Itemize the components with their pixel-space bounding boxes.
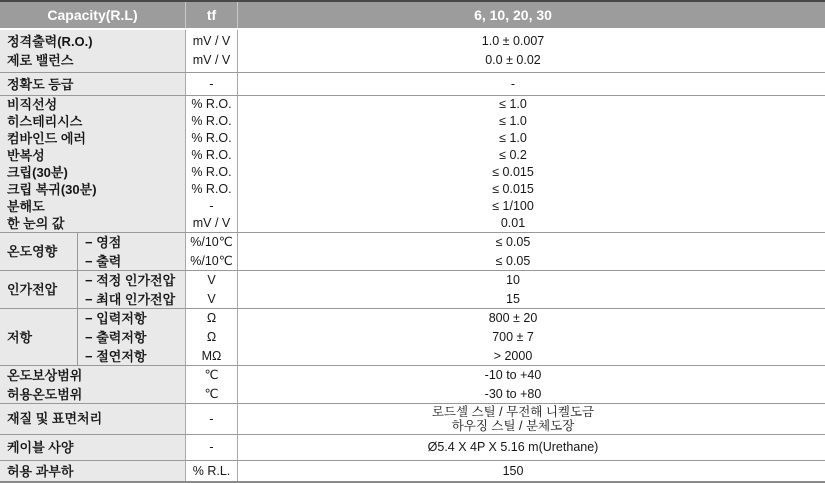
spec-values bbox=[238, 404, 825, 434]
spec-value: 150 bbox=[502, 463, 524, 478]
spec-value: 1.0 ± 0.007 bbox=[481, 34, 545, 48]
spec-label: − 출력 bbox=[85, 253, 122, 269]
spec-unit: ℃ bbox=[204, 386, 219, 401]
spec-values bbox=[238, 366, 825, 403]
spec-label: 분해도 bbox=[7, 199, 45, 214]
spec-unit: % R.O. bbox=[191, 165, 232, 179]
header-capacity: Capacity(R.L) bbox=[47, 7, 138, 23]
spec-unit: %/10℃ bbox=[190, 253, 233, 268]
spec-value: ≤ 0.015 bbox=[492, 165, 534, 179]
spec-unit: mV / V bbox=[192, 53, 231, 67]
spec-unit: V bbox=[207, 272, 216, 287]
spec-value: 15 bbox=[506, 291, 520, 306]
spec-label: − 입력저항 bbox=[85, 310, 147, 326]
spec-block-performance bbox=[0, 95, 825, 232]
spec-unit: % R.O. bbox=[191, 114, 232, 128]
spec-unit: - bbox=[209, 199, 214, 213]
spec-values bbox=[238, 435, 825, 460]
spec-labels bbox=[0, 435, 185, 460]
spec-value: ≤ 0.2 bbox=[499, 148, 527, 162]
spec-label: 비직선성 bbox=[7, 97, 58, 112]
spec-group bbox=[0, 309, 77, 365]
spec-unit: % R.O. bbox=[191, 97, 232, 111]
spec-value: ≤ 0.015 bbox=[492, 182, 534, 196]
spec-block-temperature-range bbox=[0, 365, 825, 403]
spec-units bbox=[185, 309, 238, 365]
spec-labels bbox=[0, 30, 185, 72]
spec-labels bbox=[0, 96, 185, 232]
spec-labels bbox=[0, 404, 185, 434]
spec-units bbox=[185, 366, 238, 403]
spec-unit: V bbox=[207, 291, 216, 306]
spec-values bbox=[238, 73, 825, 95]
spec-label: − 적정 인가전압 bbox=[85, 272, 176, 288]
spec-label: 온도보상범위 bbox=[7, 367, 83, 383]
spec-label: − 출력저항 bbox=[85, 329, 147, 345]
spec-block-resistance bbox=[0, 308, 825, 365]
spec-unit: % R.L. bbox=[192, 463, 231, 478]
spec-label: − 영점 bbox=[85, 234, 122, 250]
spec-unit: % R.O. bbox=[191, 148, 232, 162]
spec-block-rated-output bbox=[0, 30, 825, 72]
spec-value: 800 ± 20 bbox=[488, 310, 538, 325]
spec-value: 0.01 bbox=[500, 216, 526, 230]
spec-units bbox=[185, 435, 238, 460]
spec-unit: % R.O. bbox=[191, 131, 232, 145]
spec-label: 허용온도범위 bbox=[7, 386, 83, 402]
spec-sublabels bbox=[77, 271, 185, 308]
spec-block-excitation-voltage bbox=[0, 270, 825, 308]
spec-labels bbox=[0, 366, 185, 403]
spec-value: ≤ 1.0 bbox=[499, 97, 527, 111]
spec-value: > 2000 bbox=[493, 348, 533, 363]
spec-units bbox=[185, 96, 238, 232]
spec-unit: Ω bbox=[206, 310, 217, 325]
spec-label: 제로 밸런스 bbox=[7, 53, 74, 68]
spec-label: 허용 과부하 bbox=[7, 463, 74, 479]
spec-value: 하우징 스틸 / 분체도장 bbox=[451, 419, 575, 433]
spec-unit: ℃ bbox=[204, 367, 219, 382]
spec-label: 컴바인드 에러 bbox=[7, 131, 86, 146]
spec-label: − 최대 인가전압 bbox=[85, 291, 176, 307]
spec-value: ≤ 1/100 bbox=[492, 199, 534, 213]
spec-unit: % R.O. bbox=[191, 182, 232, 196]
spec-value: ≤ 1.0 bbox=[499, 114, 527, 128]
spec-values bbox=[238, 233, 825, 270]
spec-label: − 절연저항 bbox=[85, 348, 147, 364]
spec-values bbox=[238, 461, 825, 481]
spec-value: 0.0 ± 0.02 bbox=[485, 53, 541, 67]
spec-value: Ø5.4 X 4P X 5.16 m(Urethane) bbox=[427, 440, 599, 454]
spec-values bbox=[238, 309, 825, 365]
spec-value: 700 ± 7 bbox=[492, 329, 534, 344]
spec-unit: - bbox=[209, 412, 214, 426]
spec-value: - bbox=[510, 76, 516, 91]
spec-label: 케이블 사양 bbox=[7, 440, 74, 455]
spec-value: 로드셀 스틸 / 무전해 니켈도금 bbox=[431, 405, 595, 419]
spec-sublabels bbox=[77, 309, 185, 365]
spec-values bbox=[238, 96, 825, 232]
spec-unit: %/10℃ bbox=[190, 234, 233, 249]
spec-label: 히스테리시스 bbox=[7, 114, 83, 129]
spec-units bbox=[185, 233, 238, 270]
spec-unit: Ω bbox=[206, 329, 217, 344]
spec-block-overload bbox=[0, 460, 825, 481]
spec-units bbox=[185, 461, 238, 481]
spec-block-material bbox=[0, 403, 825, 434]
spec-values bbox=[238, 30, 825, 72]
table-header bbox=[0, 2, 825, 28]
spec-group bbox=[0, 233, 77, 270]
spec-value: 10 bbox=[506, 272, 520, 287]
spec-label: 크립 복귀(30분) bbox=[7, 182, 97, 197]
spec-value: -30 to +80 bbox=[484, 386, 542, 401]
spec-unit: mV / V bbox=[192, 34, 231, 48]
spec-units bbox=[185, 404, 238, 434]
header-unit: tf bbox=[185, 2, 238, 28]
spec-units bbox=[185, 30, 238, 72]
spec-value: ≤ 0.05 bbox=[495, 234, 531, 249]
spec-value: ≤ 1.0 bbox=[499, 131, 527, 145]
spec-values bbox=[238, 271, 825, 308]
spec-sublabels bbox=[77, 233, 185, 270]
spec-label: 크립(30분) bbox=[7, 165, 68, 180]
spec-label: 한 눈의 값 bbox=[7, 216, 65, 231]
spec-units bbox=[185, 73, 238, 95]
spec-unit: - bbox=[209, 76, 214, 91]
spec-group bbox=[0, 271, 77, 308]
spec-unit: - bbox=[209, 440, 214, 454]
spec-label: 정격출력(R.O.) bbox=[7, 34, 93, 49]
spec-unit: MΩ bbox=[201, 348, 222, 363]
spec-units bbox=[185, 271, 238, 308]
spec-labels bbox=[0, 461, 185, 481]
header-capacity-range: 6, 10, 20, 30 bbox=[474, 7, 552, 23]
spec-value: -10 to +40 bbox=[484, 367, 542, 382]
spec-label: 정확도 등급 bbox=[7, 76, 74, 92]
spec-block-accuracy-class bbox=[0, 72, 825, 95]
group-label: 인가전압 bbox=[7, 282, 58, 297]
spec-value: ≤ 0.05 bbox=[495, 253, 531, 268]
spec-block-cable bbox=[0, 434, 825, 460]
spec-label: 재질 및 표면처리 bbox=[7, 411, 103, 426]
spec-unit: mV / V bbox=[192, 216, 231, 230]
group-label: 저항 bbox=[7, 329, 33, 345]
spec-labels bbox=[0, 73, 185, 95]
group-label: 온도영향 bbox=[7, 244, 58, 259]
spec-label: 반복성 bbox=[7, 148, 45, 163]
spec-block-temperature-effect bbox=[0, 232, 825, 270]
